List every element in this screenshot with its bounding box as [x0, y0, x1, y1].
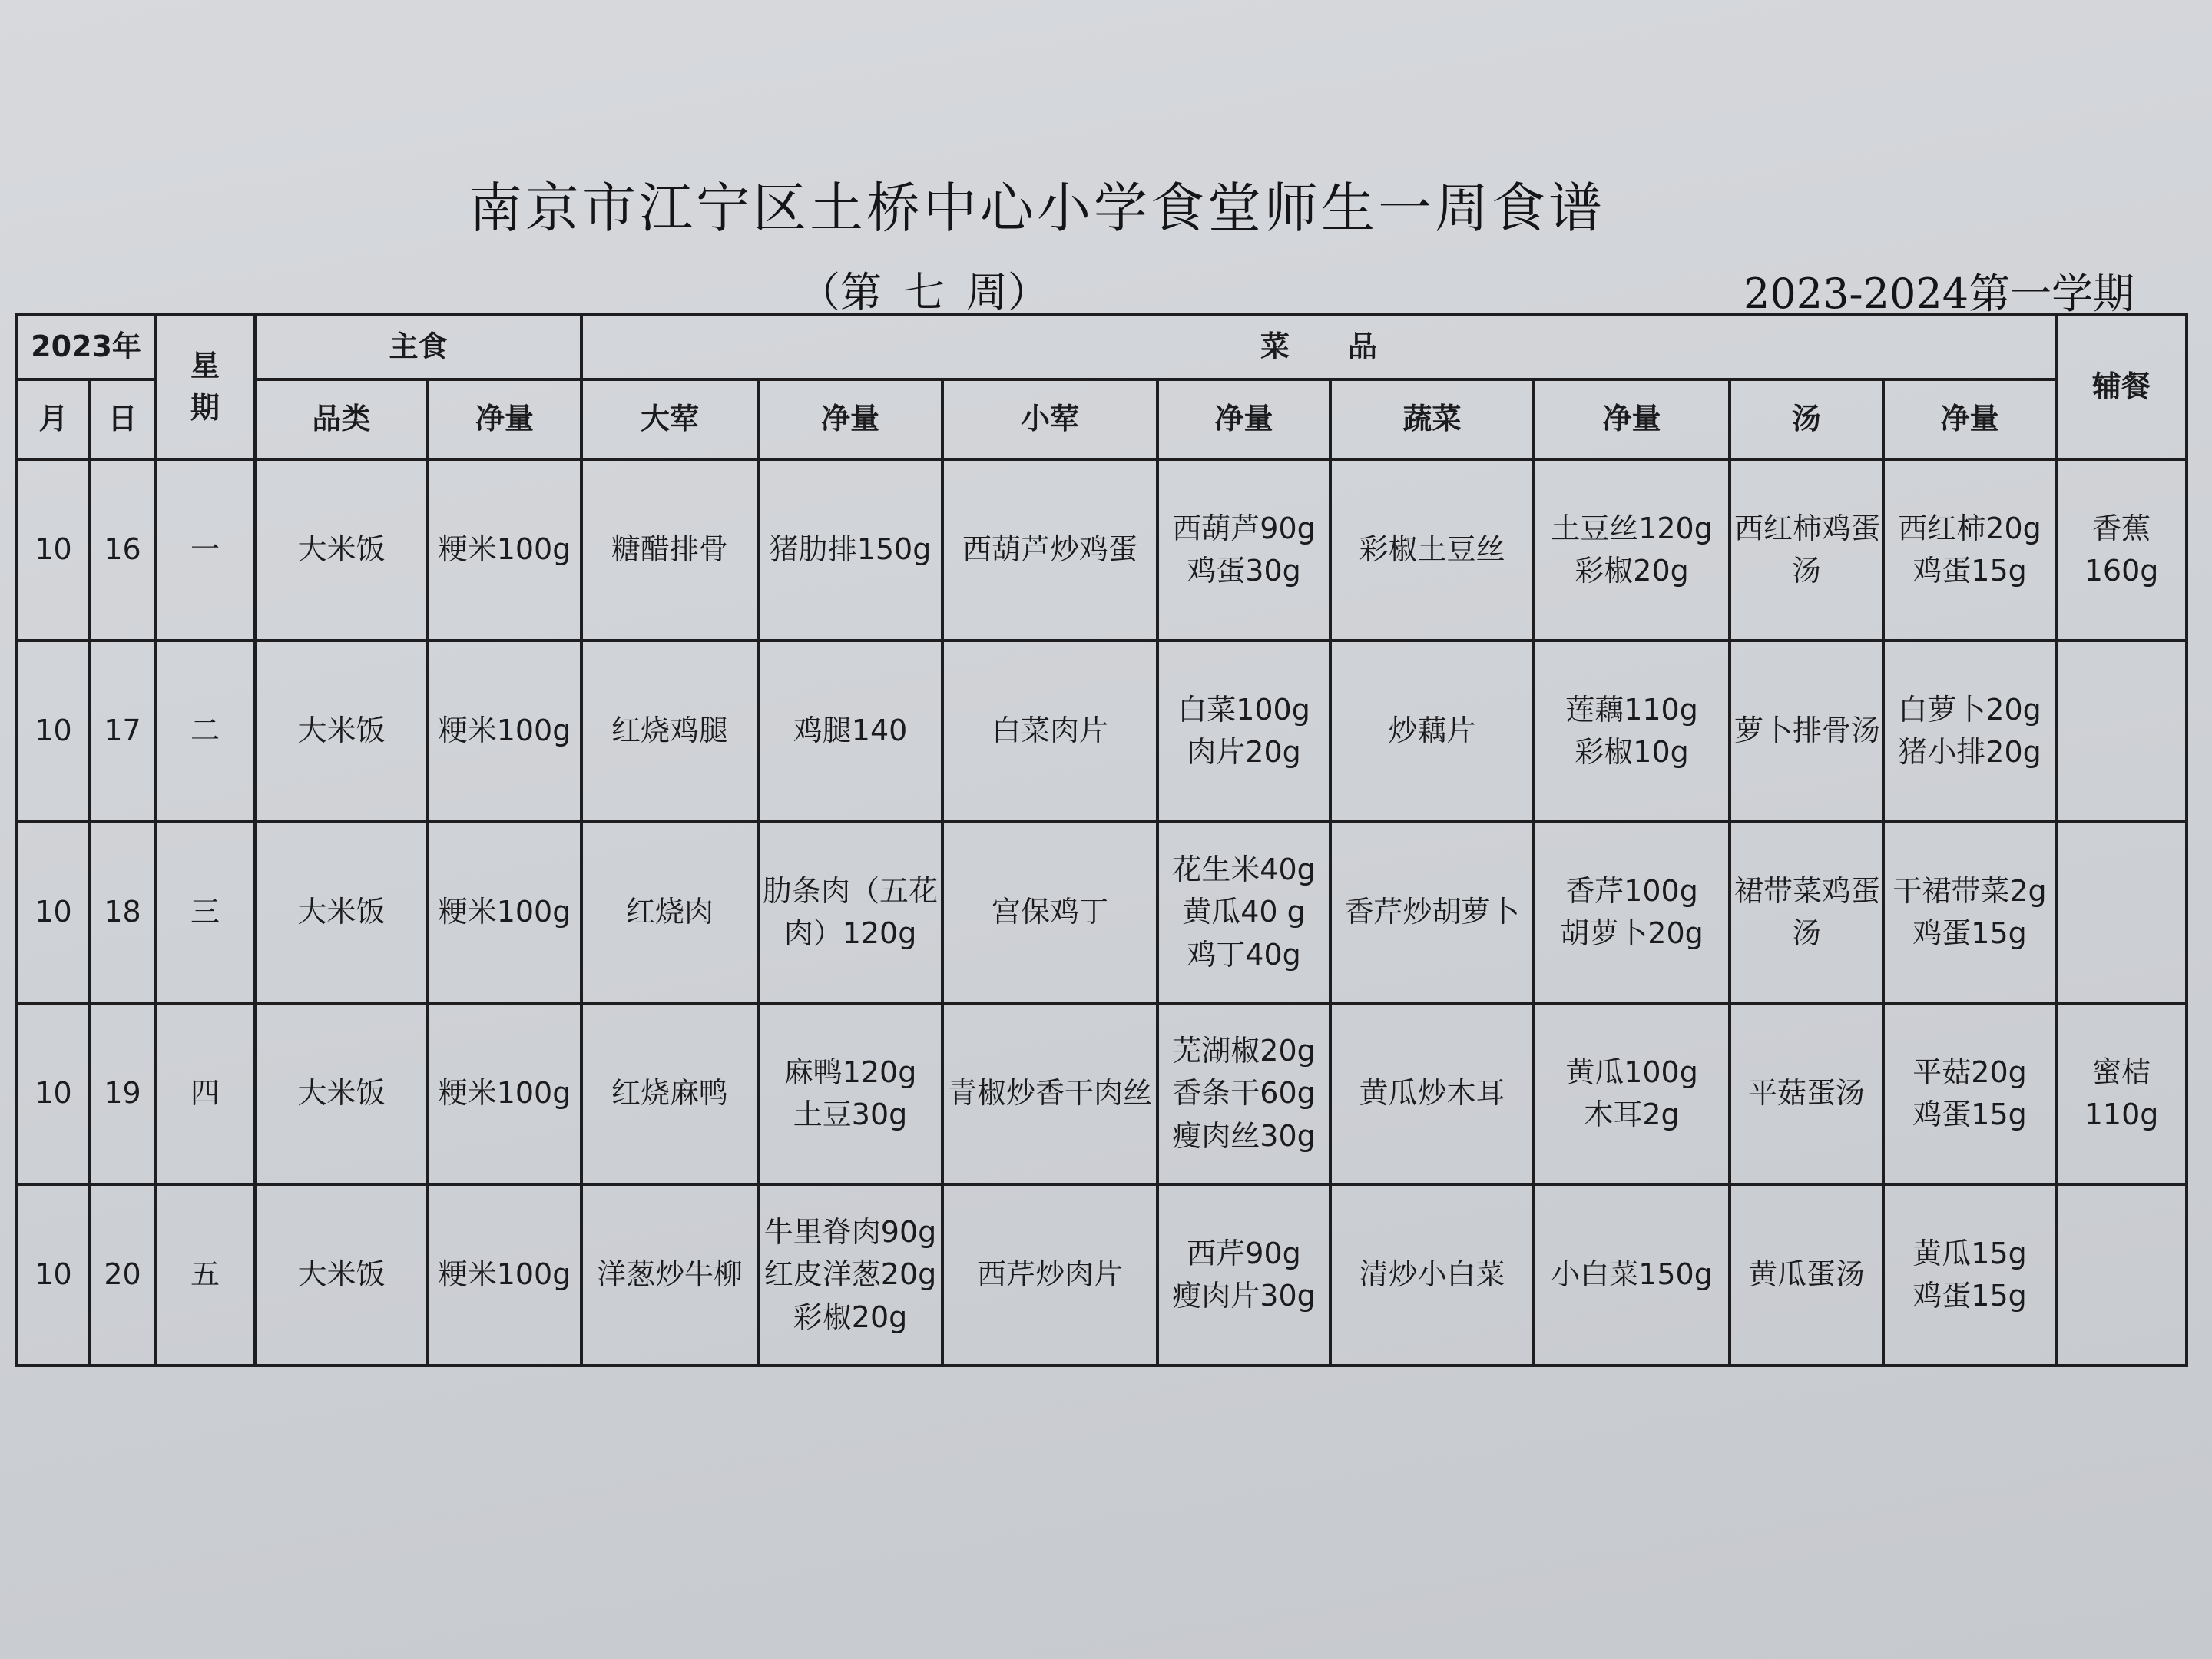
soup-net-cell-line: 猪小排20g — [1898, 735, 2041, 769]
table-row — [17, 1003, 2187, 1184]
staple-cell: 大米饭 — [255, 1003, 428, 1184]
soup-cell — [1730, 641, 1883, 822]
small-meat-net-cell-line: 香条干60g — [1172, 1076, 1316, 1111]
small-meat-net-cell-line: 黄瓜40 g — [1182, 895, 1306, 929]
table-row — [17, 459, 2187, 641]
vegetable-net-cell-line: 小白菜150g — [1551, 1257, 1713, 1292]
vegetable-net-header: 净量 — [1534, 379, 1730, 459]
soup-cell — [1730, 459, 1883, 641]
extra-header: 辅餐 — [2056, 315, 2187, 459]
table-row — [17, 641, 2187, 822]
main-meat-net-cell — [758, 1003, 942, 1184]
weekday-header — [155, 315, 255, 459]
staple-header: 主食 — [255, 315, 581, 379]
vegetable-net-cell-line: 土豆丝120g — [1551, 511, 1713, 545]
vegetable-net-cell — [1534, 1184, 1730, 1366]
soup-net-cell — [1883, 459, 2056, 641]
small-meat-net-cell-line: 鸡蛋30g — [1187, 554, 1301, 588]
main-meat-net-cell-line: 牛里脊肉90g — [763, 1215, 937, 1250]
small-meat-net-cell-line: 瘦肉丝30g — [1172, 1118, 1316, 1153]
vegetable-cell: 清炒小白菜 — [1330, 1184, 1534, 1366]
table-row — [17, 822, 2187, 1003]
staple-net-cell: 粳米100g — [428, 459, 581, 641]
small-meat-net-cell — [1157, 1184, 1330, 1366]
header-row-2 — [17, 379, 2187, 459]
extra-cell-line: 110g — [2084, 1098, 2159, 1131]
soup-net-cell-line: 黄瓜15g — [1912, 1236, 2027, 1270]
small-meat-net-header: 净量 — [1157, 379, 1330, 459]
main-meat-cell: 洋葱炒牛柳 — [581, 1184, 758, 1366]
vegetable-net-cell-line: 彩椒10g — [1575, 735, 1689, 769]
week-suffix: 周） — [966, 268, 1049, 316]
vegetable-header: 蔬菜 — [1330, 379, 1534, 459]
soup-net-cell-line: 干裙带菜2g — [1892, 873, 2047, 908]
page-title: 南京市江宁区土桥中心小学食堂师生一周食谱 — [469, 177, 1605, 240]
vegetable-net-cell-line: 木耳2g — [1584, 1098, 1680, 1131]
main-meat-net-cell-line: 彩椒20g — [793, 1300, 908, 1334]
small-meat-net-cell — [1157, 1003, 1330, 1184]
main-meat-net-cell-line: 土豆30g — [793, 1098, 908, 1131]
day-cell: 17 — [90, 641, 155, 822]
staple-net-cell: 粳米100g — [428, 1184, 581, 1366]
main-meat-net-cell-line: 肉）120g — [783, 916, 917, 950]
small-meat-net-cell-line: 芜湖椒20g — [1172, 1034, 1316, 1068]
small-meat-net-cell — [1157, 822, 1330, 1003]
category-header: 品类 — [255, 379, 428, 459]
month-header: 月 — [17, 379, 90, 459]
main-meat-net-cell — [758, 459, 942, 641]
soup-net-cell-line: 西红柿20g — [1898, 511, 2041, 545]
small-meat-cell: 西葫芦炒鸡蛋 — [942, 459, 1157, 641]
small-meat-cell: 青椒炒香干肉丝 — [942, 1003, 1157, 1184]
main-meat-net-cell-line: 肋条肉（五花 — [763, 873, 939, 908]
dishes-header: 菜 品 — [581, 315, 2056, 379]
vegetable-net-cell-line: 胡萝卜20g — [1560, 916, 1704, 950]
soup-cell-line: 汤 — [1792, 554, 1822, 588]
weekday-cell: 五 — [155, 1184, 255, 1366]
extra-cell-line: 160g — [2084, 554, 2159, 588]
soup-net-cell — [1883, 822, 2056, 1003]
small-meat-net-cell-line: 花生米40g — [1172, 853, 1316, 887]
term-label: 2023-2024第一学期 — [1743, 270, 2135, 318]
staple-net-cell: 粳米100g — [428, 822, 581, 1003]
vegetable-cell: 香芹炒胡萝卜 — [1330, 822, 1534, 1003]
vegetable-net-cell-line: 黄瓜100g — [1565, 1055, 1698, 1089]
main-meat-net-cell-line: 猪肋排150g — [769, 532, 932, 567]
month-cell: 10 — [17, 641, 90, 822]
main-meat-cell: 红烧肉 — [581, 822, 758, 1003]
extra-cell-line: 香蕉 — [2092, 511, 2151, 545]
month-cell: 10 — [17, 1184, 90, 1366]
vegetable-net-cell — [1534, 459, 1730, 641]
soup-cell-line: 西红柿鸡蛋 — [1734, 511, 1881, 545]
header-row-1 — [17, 315, 2187, 379]
soup-net-header: 净量 — [1883, 379, 2056, 459]
small-meat-net-cell-line: 鸡丁40g — [1187, 937, 1301, 972]
soup-cell — [1730, 1003, 1883, 1184]
main-meat-cell: 红烧鸡腿 — [581, 641, 758, 822]
extra-cell — [2056, 459, 2187, 641]
weekday-header-2: 期 — [190, 391, 220, 425]
soup-net-cell-line: 鸡蛋15g — [1912, 554, 2027, 588]
main-meat-net-cell — [758, 1184, 942, 1366]
main-meat-net-cell-line: 红皮洋葱20g — [763, 1257, 937, 1292]
vegetable-cell: 炒藕片 — [1330, 641, 1534, 822]
soup-cell-line: 平菇蛋汤 — [1748, 1076, 1866, 1111]
main-meat-net-header: 净量 — [758, 379, 942, 459]
vegetable-cell: 黄瓜炒木耳 — [1330, 1003, 1534, 1184]
month-cell: 10 — [17, 1003, 90, 1184]
small-meat-net-cell-line: 白菜100g — [1177, 692, 1310, 727]
small-meat-cell: 白菜肉片 — [942, 641, 1157, 822]
soup-cell — [1730, 822, 1883, 1003]
day-cell: 19 — [90, 1003, 155, 1184]
soup-cell — [1730, 1184, 1883, 1366]
soup-cell-line: 裙带菜鸡蛋 — [1734, 873, 1881, 908]
year-header: 2023年 — [17, 315, 155, 379]
extra-cell — [2056, 822, 2187, 1003]
soup-net-cell-line: 白萝卜20g — [1898, 692, 2041, 727]
small-meat-net-cell-line: 西芹90g — [1187, 1236, 1301, 1270]
soup-net-cell-line: 鸡蛋15g — [1912, 1279, 2027, 1313]
week-prefix: （第 — [799, 268, 882, 316]
main-meat-net-cell — [758, 822, 942, 1003]
vegetable-net-cell — [1534, 822, 1730, 1003]
week-number: 七 — [882, 272, 966, 316]
extra-cell-line: 蜜桔 — [2092, 1055, 2151, 1089]
weekday-cell: 四 — [155, 1003, 255, 1184]
staple-net-header: 净量 — [428, 379, 581, 459]
main-meat-cell: 糖醋排骨 — [581, 459, 758, 641]
small-meat-net-cell — [1157, 641, 1330, 822]
main-meat-net-cell — [758, 641, 942, 822]
week-label — [799, 260, 1049, 319]
soup-net-cell-line: 鸡蛋15g — [1912, 916, 2027, 950]
small-meat-net-cell-line: 西葫芦90g — [1172, 511, 1316, 545]
soup-net-cell-line: 鸡蛋15g — [1912, 1098, 2027, 1131]
main-meat-net-cell-line: 鸡腿140 — [793, 714, 908, 748]
day-header: 日 — [90, 379, 155, 459]
vegetable-net-cell-line: 莲藕110g — [1565, 692, 1698, 727]
small-meat-net-cell-line: 肉片20g — [1187, 735, 1301, 769]
weekday-cell: 一 — [155, 459, 255, 641]
staple-cell: 大米饭 — [255, 641, 428, 822]
staple-net-cell: 粳米100g — [428, 641, 581, 822]
small-meat-net-cell — [1157, 459, 1330, 641]
extra-cell — [2056, 1003, 2187, 1184]
staple-net-cell: 粳米100g — [428, 1003, 581, 1184]
weekday-header-1: 星 — [190, 348, 220, 382]
day-cell: 20 — [90, 1184, 155, 1366]
soup-cell-line: 汤 — [1792, 916, 1822, 950]
main-meat-net-cell-line: 麻鸭120g — [783, 1055, 917, 1089]
small-meat-header: 小荤 — [942, 379, 1157, 459]
small-meat-net-cell-line: 瘦肉片30g — [1172, 1279, 1316, 1313]
staple-cell: 大米饭 — [255, 1184, 428, 1366]
vegetable-net-cell-line: 香芹100g — [1565, 873, 1698, 908]
menu-table — [15, 313, 2188, 1367]
main-meat-header: 大荤 — [581, 379, 758, 459]
staple-cell: 大米饭 — [255, 459, 428, 641]
soup-cell-line: 萝卜排骨汤 — [1734, 714, 1881, 748]
staple-cell: 大米饭 — [255, 822, 428, 1003]
vegetable-net-cell-line: 彩椒20g — [1575, 554, 1689, 588]
main-meat-cell: 红烧麻鸭 — [581, 1003, 758, 1184]
month-cell: 10 — [17, 822, 90, 1003]
extra-cell — [2056, 641, 2187, 822]
weekday-cell: 二 — [155, 641, 255, 822]
small-meat-cell: 西芹炒肉片 — [942, 1184, 1157, 1366]
soup-header: 汤 — [1730, 379, 1883, 459]
soup-net-cell-line: 平菇20g — [1912, 1055, 2027, 1089]
vegetable-net-cell — [1534, 641, 1730, 822]
vegetable-net-cell — [1534, 1003, 1730, 1184]
soup-net-cell — [1883, 641, 2056, 822]
vegetable-cell: 彩椒土豆丝 — [1330, 459, 1534, 641]
soup-net-cell — [1883, 1184, 2056, 1366]
day-cell: 18 — [90, 822, 155, 1003]
soup-cell-line: 黄瓜蛋汤 — [1748, 1257, 1866, 1292]
extra-cell — [2056, 1184, 2187, 1366]
day-cell: 16 — [90, 459, 155, 641]
small-meat-cell: 宫保鸡丁 — [942, 822, 1157, 1003]
soup-net-cell — [1883, 1003, 2056, 1184]
table-row — [17, 1184, 2187, 1366]
weekday-cell: 三 — [155, 822, 255, 1003]
month-cell: 10 — [17, 459, 90, 641]
